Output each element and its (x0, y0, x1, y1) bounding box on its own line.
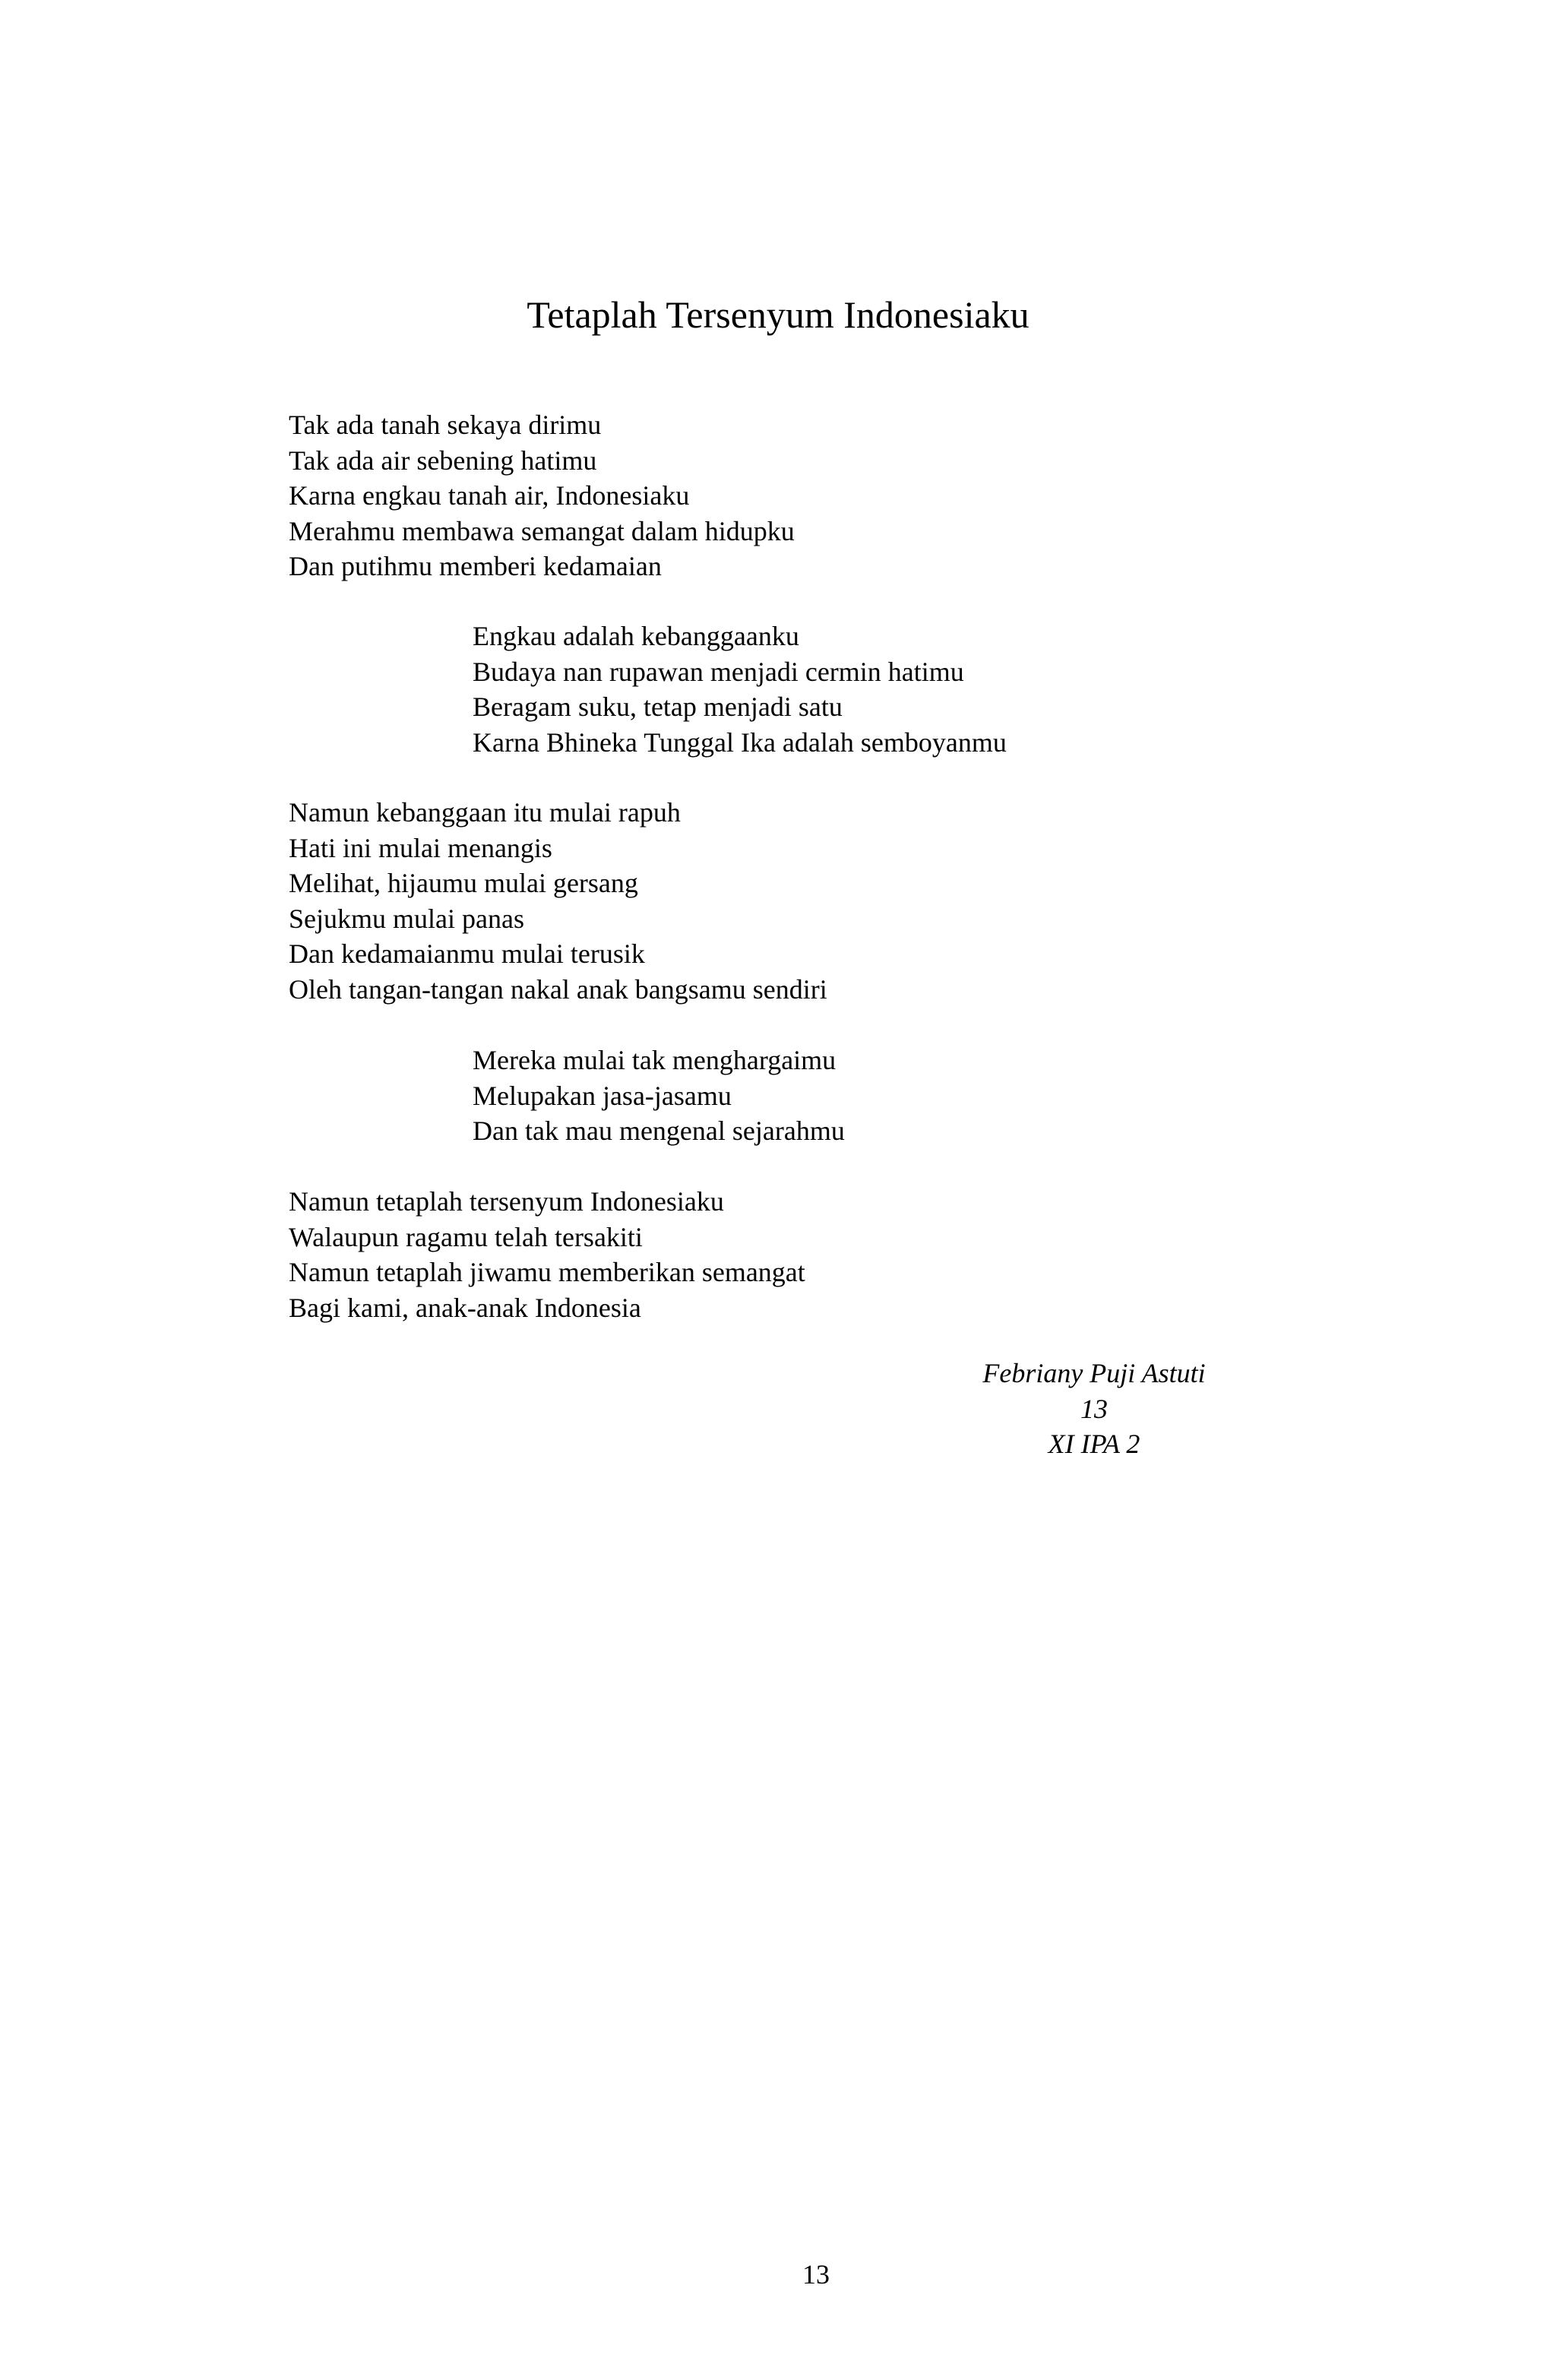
poem-line: Bagi kami, anak-anak Indonesia (289, 1292, 641, 1323)
poem-line: Mereka mulai tak menghargaimu (473, 1045, 837, 1075)
poem-line: Hati ini mulai menangis (289, 832, 552, 863)
author-signature (942, 1356, 1246, 1462)
poem-line: Karna engkau tanah air, Indonesiaku (289, 480, 690, 511)
stanza-1 (289, 407, 795, 584)
poem-line: Dan tak mau mengenal sejarahmu (473, 1116, 845, 1146)
author-name: Febriany Puji Astuti (982, 1358, 1206, 1388)
poem-line: Merahmu membawa semangat dalam hidupku (289, 515, 795, 546)
page-number: 13 (802, 2259, 830, 2290)
poem-line: Karna Bhineka Tunggal Ika adalah semboyanmu (473, 726, 1007, 758)
poem-title: Tetaplah Tersenyum Indonesiaku (527, 293, 1029, 336)
stanza-3 (289, 795, 827, 1007)
poem-line: Tak ada tanah sekaya dirimu (289, 410, 602, 440)
poem-line: Dan putihmu memberi kedamaian (289, 551, 662, 581)
poem-line: Sejukmu mulai panas (289, 903, 524, 934)
poem-line: Namun kebanggaan itu mulai rapuh (289, 797, 681, 828)
poem-line: Budaya nan rupawan menjadi cermin hatimu (473, 656, 964, 687)
stanza-5 (289, 1184, 805, 1325)
poem-line: Engkau adalah kebanggaanku (473, 621, 799, 651)
poem-line: Melihat, hijaumu mulai gersang (289, 868, 638, 898)
stanza-4 (473, 1043, 845, 1149)
poem-line: Beragam suku, tetap menjadi satu (473, 692, 843, 722)
poem-line: Melupakan jasa-jasamu (473, 1080, 732, 1111)
poem-line: Oleh tangan-tangan nakal anak bangsamu sendiri (289, 973, 827, 1005)
author-number: 13 (1080, 1393, 1108, 1424)
poem-line: Namun tetaplah jiwamu memberikan semangat (289, 1257, 805, 1287)
poem-line: Walaupun ragamu telah tersakiti (289, 1221, 643, 1252)
poem-line: Namun tetaplah tersenyum Indonesiaku (289, 1186, 724, 1217)
poem-line: Tak ada air sebening hatimu (289, 445, 597, 476)
author-class: XI IPA 2 (1048, 1429, 1140, 1459)
poem-line: Dan kedamaianmu mulai terusik (289, 938, 645, 969)
stanza-2 (473, 619, 1007, 760)
